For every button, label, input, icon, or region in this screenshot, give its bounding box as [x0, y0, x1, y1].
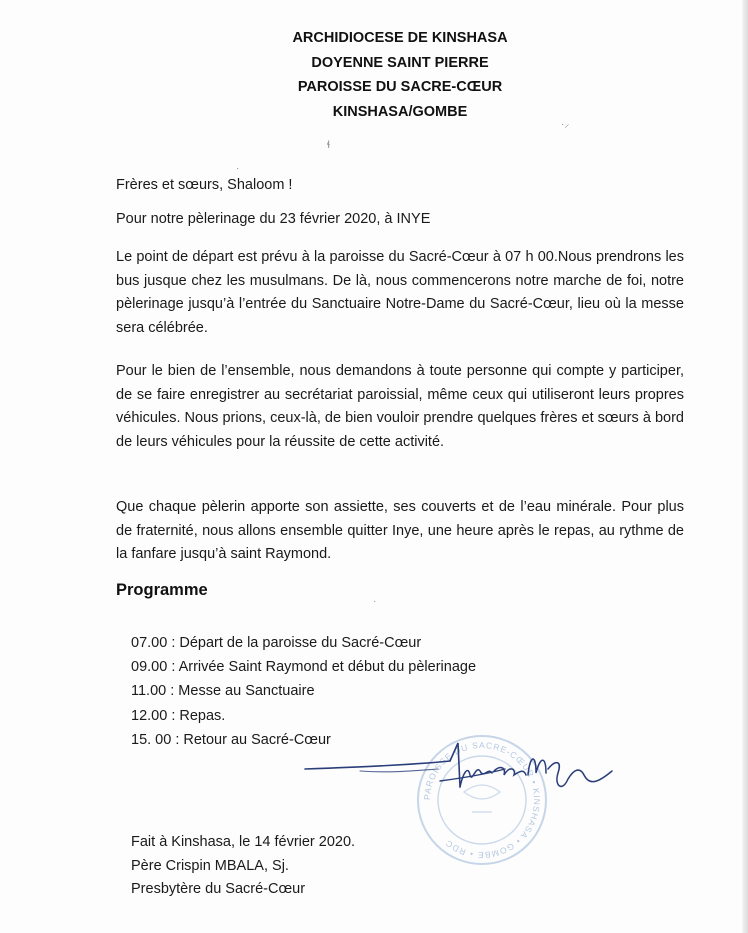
letterhead-line-parish: PAROISSE DU SACRE-CŒUR: [297, 79, 503, 95]
programme-title: Programme: [116, 581, 208, 599]
paragraph-registration: Pour le bien de l’ensemble, nous demandons à toute personne qui compte y participer, de se faire enregistrer au secrétariat paroissial, même ceux qui utiliseront leurs propres véhicules. Nous prions, ceux-là, de bien vouloir prendre quelques frères et sœurs à bord de leurs véhicules pour la réussite de cette activité.: [116, 363, 684, 450]
letterhead: [0, 26, 748, 124]
page-edge-shadow: [742, 0, 748, 933]
paragraph-departure: Le point de départ est prévu à la paroisse du Sacré-Cœur à 07 h 00.Nous prendrons les bus jusque chez les musulmans. De là, nous commencerons notre marche de foi, notre pèlerinage jusqu’à l’entrée du Sanctuaire Notre-Dame du Sacré-Cœur, lieu où la messe sera célébrée.: [116, 249, 684, 336]
closing-block: [131, 831, 355, 902]
programme-item: 09.00 : Arrivée Saint Raymond et début du pèlerinage: [131, 659, 477, 676]
handwritten-signature: [300, 735, 630, 805]
programme-item: 07.00 : Départ de la paroisse du Sacré-Cœur: [131, 635, 422, 651]
scan-speck: ·: [373, 596, 377, 607]
paragraph-meal: Que chaque pèlerin apporte son assiette, ses couverts et de l’eau minérale. Pour plus de fraternité, nous allons ensemble quitter Inye, une heure après le repas, au rythme de la fanfare jusqu’à saint Raymond.: [116, 499, 684, 563]
signatory-office: Presbytère du Sacré-Cœur: [131, 881, 306, 897]
scan-speck: ·⸝: [561, 119, 570, 130]
seal-text: PAROISSE DU SACRE-CŒUR • KINSHASA • GOMBE • RDC: [421, 739, 543, 861]
programme-item: 12.00 : Repas.: [131, 707, 226, 724]
signatory-name: Père Crispin MBALA, Sj.: [131, 857, 289, 874]
letterhead-line-deanery: DOYENNE SAINT PIERRE: [311, 54, 489, 71]
intro-line: Pour notre pèlerinage du 23 février 2020, à INYE: [116, 211, 431, 227]
place-date: Fait à Kinshasa, le 14 février 2020.: [131, 834, 356, 850]
letterhead-line-city: KINSHASA/GOMBE: [332, 103, 468, 120]
programme-item: 11.00 : Messe au Sanctuaire: [131, 683, 315, 700]
scan-speck: ɬ: [327, 140, 331, 151]
greeting: Frères et sœurs, Shaloom !: [116, 177, 293, 193]
programme-item: 15. 00 : Retour au Sacré-Cœur: [131, 731, 331, 748]
scan-speck: ·: [236, 163, 240, 174]
letterhead-line-archdiocese: ARCHIDIOCESE DE KINSHASA: [292, 30, 508, 46]
